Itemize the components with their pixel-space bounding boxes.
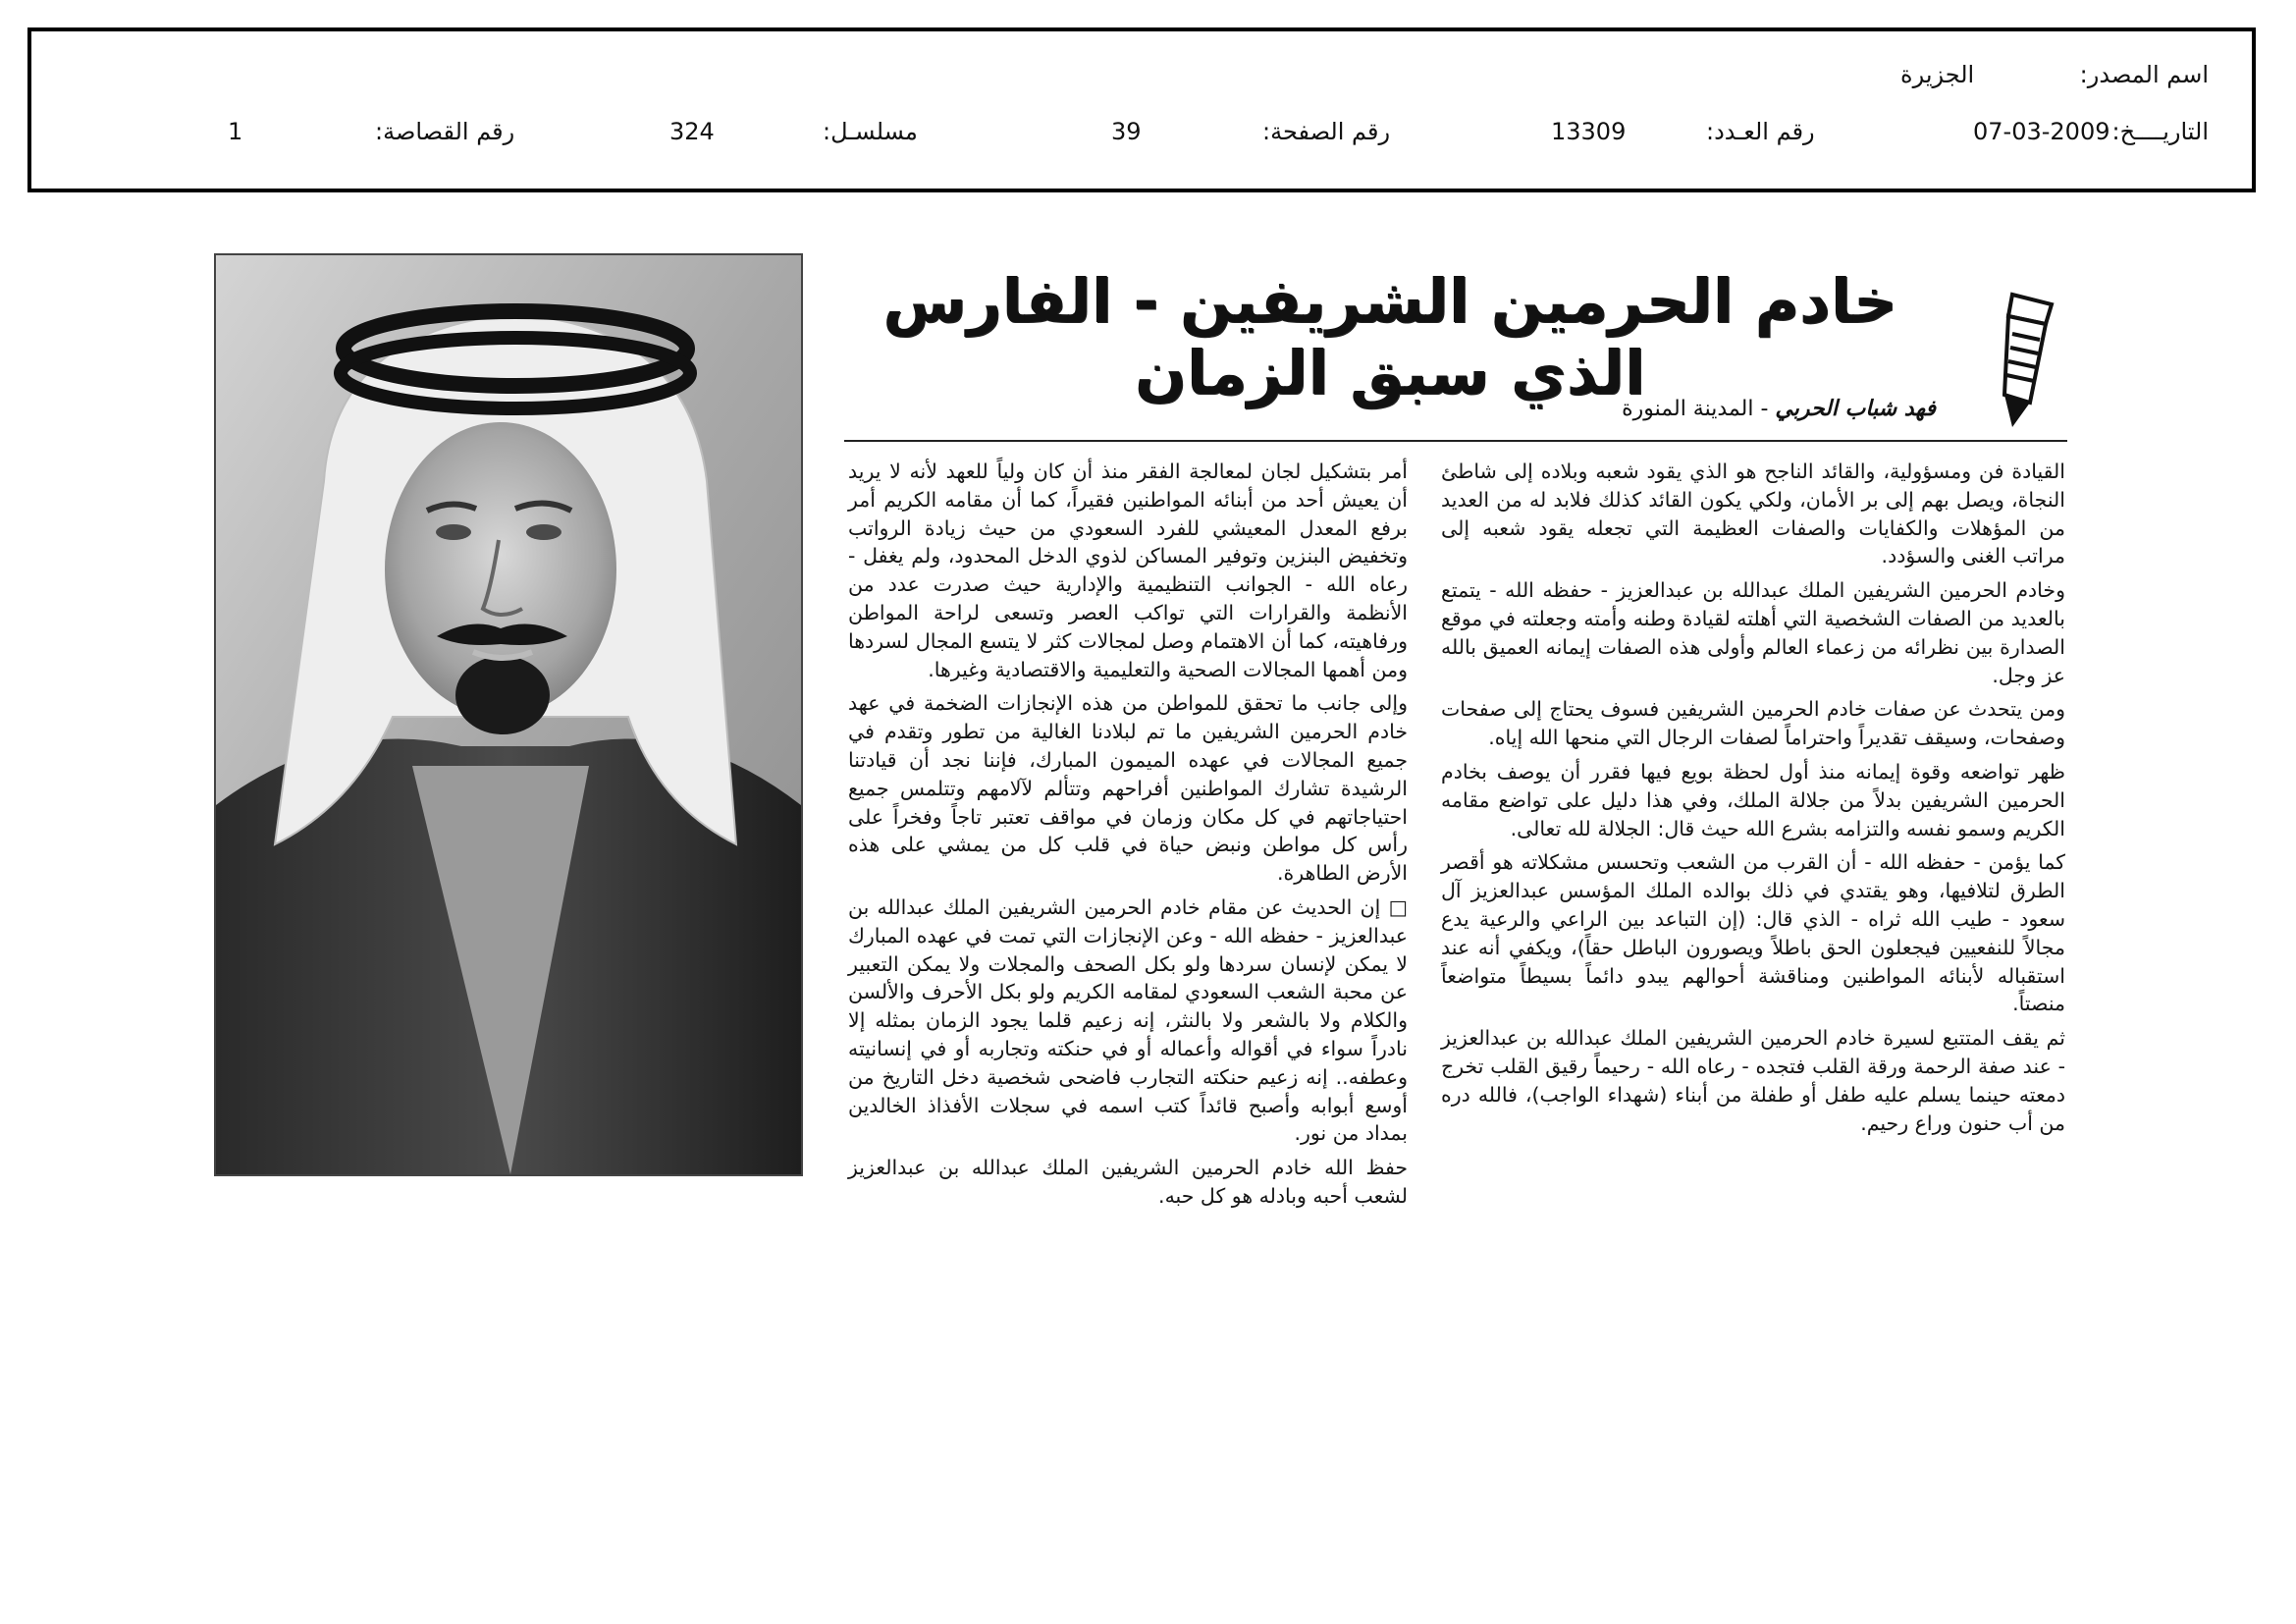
paragraph: وإلى جانب ما تحقق للمواطن من هذه الإنجازات الضخمة في عهد خادم الحرمين الشريفين ما تم لبلادنا الغالية من تطور وتقدم في جميع المجالات في عهده الميمون المبارك، فإننا نجد أن قيادتنا الرشيدة تشارك المواطنين أفراحهم وتتألم لآلامهم وتتلمس جميع احتياجاتهم في كل مكان وزمان في مواقف تعتبر تاجاً وفخراً على رأس كل مواطن ونبض حياة في قلب كل من يمشي على هذه الأرض الطاهرة. — [848, 691, 1408, 886]
paragraph: □ إن الحديث عن مقام خادم الحرمين الشريفين الملك عبدالله بن عبدالعزيز - حفظه الله - وعن الإنجازات التي تمت في عهده المبارك لا يمكن لإنسان سردها ولو بكل الصحف والمجلات ولا يمكن التعبير عن محبة الشعب السعودي لمقامه الكريم ولو بكل الأحرف والألسن والكلام ولا بالشعر ولا بالنثر، إنه زعيم قلما يجود الزمان بمثله إلا نادراً سواء في أقواله وأعماله أو في حنكته وتجاربه أو في إنسانيته وعطفه.. إنه زعيم حنكته التجارب فاضحى شخصية دخل التاريخ من أوسع أبوابه وأصبح قائداً كتب اسمه في سجلات الأفذاذ الخالدين بمداد من نور. — [848, 894, 1408, 1146]
paragraph: ظهر تواضعه وقوة إيمانه منذ أول لحظة بويع فيها فقرر أن يوصف بخادم الحرمين الشريفين بدلاً من جلالة الملك، وفي هذا دليل على تواضع مقامه الكريم وسمو نفسه والتزامه بشرع الله حيث قال: الجلالة لله تعالى. — [1441, 759, 2065, 840]
clip-value: 1 — [228, 118, 243, 145]
paragraph: ومن يتحدث عن صفات خادم الحرمين الشريفين فسوف يحتاج إلى صفحات وصفحات، وسيقف تقديراً واحتراماً لصفات الرجال التي منحها الله إياه. — [1441, 697, 2065, 750]
clip-label: رقم القصاصة: — [375, 118, 515, 145]
article-column-left — [848, 458, 1408, 1217]
author-name: فهد شباب الحربي — [1775, 397, 1936, 421]
issue-value: 13309 — [1551, 118, 1627, 145]
paragraph: أمر بتشكيل لجان لمعالجة الفقر منذ أن كان ولياً للعهد لأنه لا يريد أن يعيش أحد من أبنائه المواطنين فقيراً، كما أن مقامه الكريم أمر برفع المعدل المعيشي للفرد السعودي من حيث زيادة الرواتب وتخفيض البنزين وتوفير المساكن لذوي الدخل المحدود، ولم يغفل - رعاه الله - الجوانب التنظيمية والإدارية حيث صدرت عدد من الأنظمة والقرارات التي تواكب العصر وتسعى لراحة المواطن ورفاهيته، كما أن الاهتمام وصل لمجالات كثر لا يتسع المجال لسردها ومن أهمها المجالات الصحية والتعليمية والاقتصادية وغيرها. — [848, 460, 1408, 681]
source-label: اسم المصدر: — [2079, 61, 2209, 88]
paragraph: القيادة فن ومسؤولية، والقائد الناجح هو الذي يقود شعبه وبلاده إلى شاطئ النجاة، ويصل بهم إلى بر الأمان، ولكي يكون القائد كذلك فلابد له من العديد من المؤهلات والكفايات والصفات العظيمة التي تجعله يقود شعبه إلى مراتب الغنى والسؤدد. — [1441, 460, 2065, 568]
clipping-header — [27, 27, 2256, 192]
paragraph: وخادم الحرمين الشريفين الملك عبدالله بن عبدالعزيز - حفظه الله - يتمتع بالعديد من الصفات الشخصية التي أهلته لقيادة وطنه وأمته وجعلته في موقع الصدارة بين نظرائه من زعماء العالم وأولى هذه الصفات إيمانه العميق بالله عز وجل. — [1441, 578, 2065, 687]
page-label: رقم الصفحة: — [1262, 118, 1391, 145]
paragraph: كما يؤمن - حفظه الله - أن القرب من الشعب وتحسس مشكلاته هو أقصر الطرق لتلافيها، وهو يقتدي في ذلك بوالده الملك المؤسس عبدالعزيز آل سعود - طيب الله ثراه - الذي قال: (إن التباعد بين الراعي والرعية يدع مجالاً للنفعيين فيجعلون الحق باطلاً ويصورون الباطل حقاً)، ويكفي أنه عند استقباله لأبنائه المواطنين ومناقشة أحوالهم يبدو دائماً بسيطاً متواضعاً منصتاً. — [1441, 850, 2065, 1016]
paragraph: حفظ الله خادم الحرمين الشريفين الملك عبدالله بن عبدالعزيز لشعب أحبه وبادله هو كل حبه. — [848, 1156, 1408, 1208]
serial-value: 324 — [669, 118, 715, 145]
source-value: الجزيرة — [1900, 61, 1975, 88]
article-title: خادم الحرمين الشريفين - الفارس الذي سبق الزمان — [882, 265, 1897, 408]
title-divider — [844, 440, 2067, 442]
pen-icon — [1983, 285, 2071, 432]
date-label: التاريــــخ: — [2111, 118, 2209, 145]
page-value: 39 — [1111, 118, 1142, 145]
paragraph: ثم يقف المتتبع لسيرة خادم الحرمين الشريفين الملك عبدالله بن عبدالعزيز - عند صفة الرحمة ورقة القلب فتجده - رعاه الله - رحيماً رقيق القلب تخرج دمعته حينما يسلم عليه طفل أو طفلة من أبناء (شهداء الواجب)، فالله دره من أب حنون وراع رحيم. — [1441, 1026, 2065, 1135]
portrait-photo — [214, 253, 803, 1176]
serial-label: مسلسـل: — [823, 118, 918, 145]
issue-label: رقم العـدد: — [1706, 118, 1815, 145]
portrait-illustration — [216, 255, 801, 1174]
author-location: - المدينة المنورة — [1622, 397, 1776, 421]
article-column-right — [1441, 458, 2065, 1143]
date-value: 07-03-2009 — [1973, 118, 2110, 145]
byline — [844, 397, 1936, 421]
